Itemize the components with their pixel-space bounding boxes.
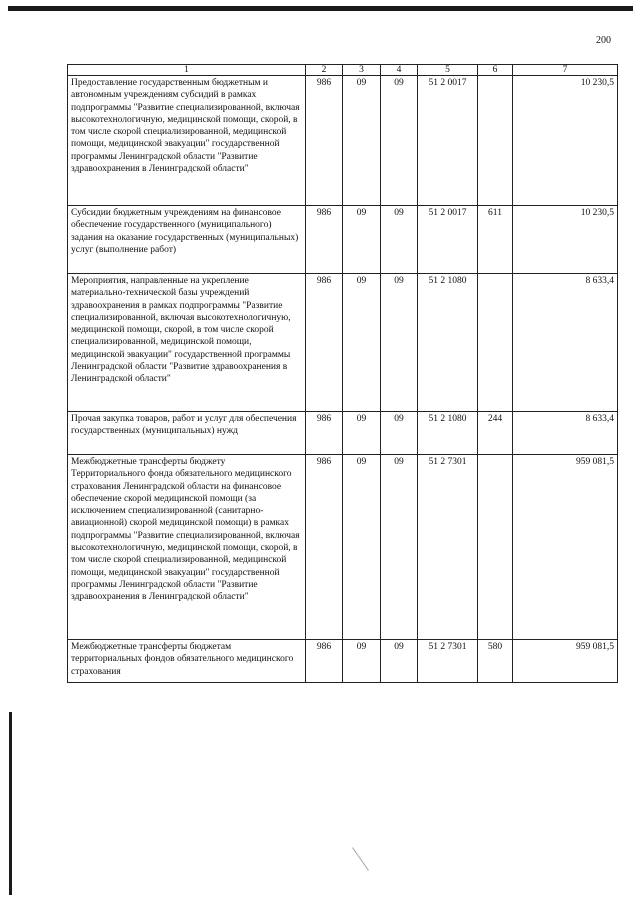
cell-amount: 8 633,4 xyxy=(513,412,618,455)
cell-section: 09 xyxy=(343,206,381,274)
table-row xyxy=(68,640,618,683)
column-header: 1 xyxy=(68,65,306,76)
row-description: Предоставление государственным бюджетным и автономным учреждениям субсидий в рамках подпрограммы "Развитие специализированной, включая высокотехнологичную, медицинской помощи, скорой, в том числе скорой специализированной, медицинской помощи, медицинской эвакуации" государственной программы Ленинградской области "Развитие здравоохранения в Ленинградской области" xyxy=(68,76,306,206)
cell-amount: 959 081,5 xyxy=(513,640,618,683)
table-row xyxy=(68,412,618,455)
cell-section: 09 xyxy=(343,76,381,206)
page-number: 200 xyxy=(596,35,611,46)
cell-subsection: 09 xyxy=(381,206,418,274)
cell-target-article: 51 2 7301 xyxy=(418,640,478,683)
scan-artifact-mark xyxy=(352,847,369,871)
budget-table xyxy=(67,64,618,683)
cell-expense-type: 244 xyxy=(478,412,513,455)
cell-amount: 959 081,5 xyxy=(513,455,618,640)
cell-target-article: 51 2 7301 xyxy=(418,455,478,640)
cell-admin-code: 986 xyxy=(306,76,343,206)
column-header: 6 xyxy=(478,65,513,76)
cell-admin-code: 986 xyxy=(306,455,343,640)
cell-amount: 10 230,5 xyxy=(513,76,618,206)
cell-admin-code: 986 xyxy=(306,206,343,274)
top-rule xyxy=(8,6,633,11)
cell-expense-type xyxy=(478,274,513,412)
cell-subsection: 09 xyxy=(381,640,418,683)
row-description: Мероприятия, направленные на укрепление материально-технической базы учреждений здравоохранения в рамках подпрограммы "Развитие специализированной, включая высокотехнологичную, медицинской помощи, скорой, в том числе скорой специализированной, медицинской помощи, медицинской эвакуации" государственной программы Ленинградской области "Развитие здравоохранения в Ленинградской области" xyxy=(68,274,306,412)
scan-edge-bar xyxy=(9,712,12,895)
cell-expense-type: 580 xyxy=(478,640,513,683)
cell-expense-type xyxy=(478,455,513,640)
column-header: 7 xyxy=(513,65,618,76)
cell-expense-type: 611 xyxy=(478,206,513,274)
row-description: Межбюджетные трансферты бюджетам территориальных фондов обязательного медицинского страхования xyxy=(68,640,306,683)
cell-section: 09 xyxy=(343,274,381,412)
column-header: 2 xyxy=(306,65,343,76)
row-description: Субсидии бюджетным учреждениям на финансовое обеспечение государственного (муниципального) задания на оказание государственных (муниципальных) услуг (выполнение работ) xyxy=(68,206,306,274)
row-description: Межбюджетные трансферты бюджету Территориального фонда обязательного медицинского страхования Ленинградской области на финансовое обеспечение скорой медицинской помощи (за исключением специализированной (санитарно-авиационной) скорой медицинской помощи) в рамках подпрограммы "Развитие специализированной, включая высокотехнологичную, медицинской помощи, скорой, в том числе скорой специализированной, медицинской помощи, медицинской эвакуации" государственной программы Ленинградской области "Развитие здравоохранения в Ленинградской области" xyxy=(68,455,306,640)
column-header: 3 xyxy=(343,65,381,76)
cell-expense-type xyxy=(478,76,513,206)
header-row xyxy=(68,65,618,76)
cell-target-article: 51 2 0017 xyxy=(418,76,478,206)
table-row xyxy=(68,76,618,206)
cell-subsection: 09 xyxy=(381,455,418,640)
cell-subsection: 09 xyxy=(381,274,418,412)
cell-target-article: 51 2 1080 xyxy=(418,412,478,455)
cell-amount: 10 230,5 xyxy=(513,206,618,274)
cell-subsection: 09 xyxy=(381,76,418,206)
table-row xyxy=(68,455,618,640)
cell-admin-code: 986 xyxy=(306,640,343,683)
cell-section: 09 xyxy=(343,455,381,640)
cell-target-article: 51 2 0017 xyxy=(418,206,478,274)
table-row xyxy=(68,206,618,274)
cell-amount: 8 633,4 xyxy=(513,274,618,412)
cell-section: 09 xyxy=(343,412,381,455)
table-row xyxy=(68,274,618,412)
cell-subsection: 09 xyxy=(381,412,418,455)
row-description: Прочая закупка товаров, работ и услуг для обеспечения государственных (муниципальных) нужд xyxy=(68,412,306,455)
column-header: 5 xyxy=(418,65,478,76)
cell-admin-code: 986 xyxy=(306,274,343,412)
column-header: 4 xyxy=(381,65,418,76)
cell-target-article: 51 2 1080 xyxy=(418,274,478,412)
cell-admin-code: 986 xyxy=(306,412,343,455)
cell-section: 09 xyxy=(343,640,381,683)
